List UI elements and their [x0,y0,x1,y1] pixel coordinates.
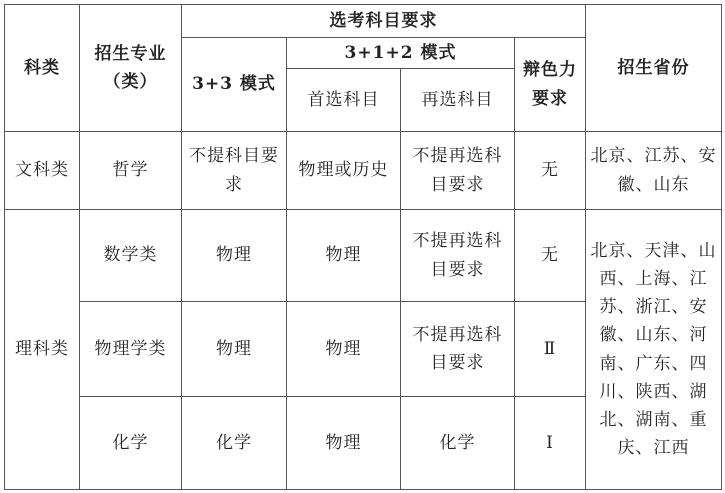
cell-mode-3-3: 物理 [182,210,287,302]
cell-provinces: 北京、天津、山西、上海、江苏、浙江、安徽、山东、河南、广东、四川、陕西、湖北、湖南、重庆、江西 [586,210,722,490]
cell-color-vision: Ⅰ [515,397,586,490]
header-category: 科类 [5,5,80,132]
cell-mode-3-3: 物理 [182,302,287,397]
header-mode-3-1-2: 3+1+2 模式 [287,38,515,69]
cell-second-choice: 不提再选科目要求 [401,132,515,210]
header-major: 招生专业（类） [80,5,182,132]
cell-first-choice: 物理或历史 [287,132,401,210]
cell-first-choice: 物理 [287,302,401,397]
cell-major: 物理学类 [80,302,182,397]
cell-color-vision: 无 [515,132,586,210]
cell-second-choice: 不提再选科目要求 [401,302,515,397]
header-first-choice: 首选科目 [287,69,401,132]
table-row [5,132,722,210]
cell-category: 理科类 [5,210,80,490]
cell-major: 数学类 [80,210,182,302]
cell-category: 文科类 [5,132,80,210]
cell-first-choice: 物理 [287,397,401,490]
admission-requirements-table [4,4,722,490]
cell-mode-3-3: 不提科目要求 [182,132,287,210]
header-provinces: 招生省份 [586,5,722,132]
cell-provinces: 北京、江苏、安徽、山东 [586,132,722,210]
cell-second-choice: 不提再选科目要求 [401,210,515,302]
cell-major: 化学 [80,397,182,490]
cell-major: 哲学 [80,132,182,210]
header-second-choice: 再选科目 [401,69,515,132]
cell-color-vision: Ⅱ [515,302,586,397]
cell-first-choice: 物理 [287,210,401,302]
header-subject-requirement: 选考科目要求 [182,5,586,38]
table-row [5,210,722,302]
header-mode-3-3: 3+3 模式 [182,38,287,132]
header-color-vision: 辩色力要求 [515,38,586,132]
cell-mode-3-3: 化学 [182,397,287,490]
cell-color-vision: 无 [515,210,586,302]
cell-second-choice: 化学 [401,397,515,490]
